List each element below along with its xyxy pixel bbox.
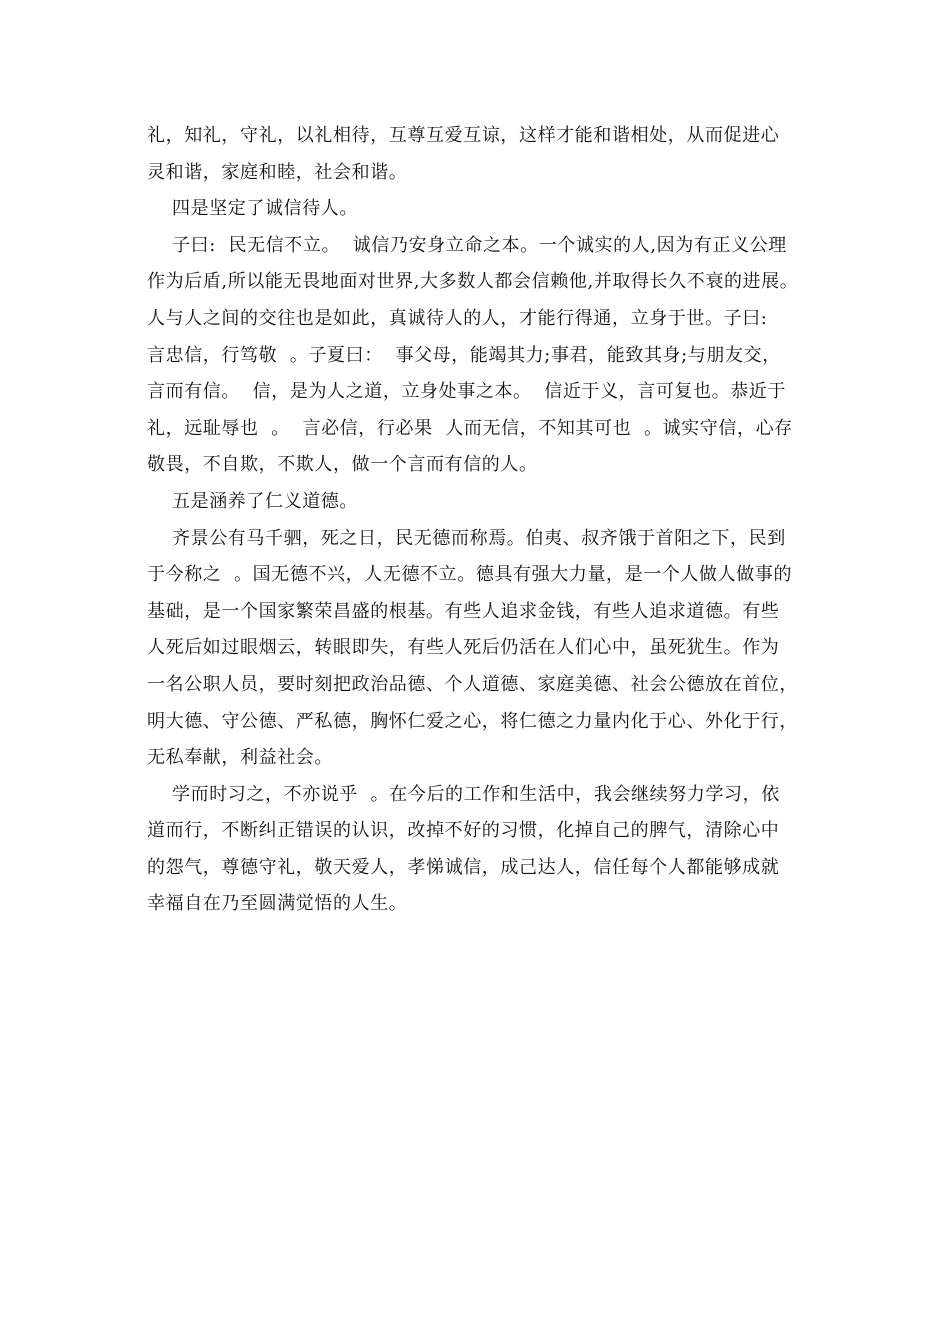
text-line: 无私奉献，利益社会。 (147, 747, 333, 769)
text-line: 的怨气，尊德守礼，敬天爱人，孝悌诚信，成己达人，信任每个人都能够成就 (147, 856, 780, 878)
text-line: 学而时习之，不亦说乎 。在今后的工作和生活中，我会继续努力学习，依 (172, 783, 780, 805)
body-text (147, 118, 827, 923)
text-line: 一名公职人员，要时刻把政治品德、个人道德、家庭美德、社会公德放在首位， (147, 673, 798, 695)
text-line: 人与人之间的交往也是如此，真诚待人的人，才能行得通，立身于世。子曰: (147, 307, 768, 329)
text-line: 齐景公有马千驷，死之日，民无德而称焉。伯夷、叔齐饿于首阳之下，民到 (172, 527, 786, 549)
section-heading-5: 五是涵养了仁义道德。 (172, 490, 358, 512)
text-line: 道而行，不断纠正错误的认识，改掉不好的习惯，化掉自己的脾气，清除心中 (147, 820, 780, 842)
text-line: 于今称之 。国无德不兴，人无德不立。德具有强大力量，是一个人做人做事的 (147, 564, 793, 586)
text-line: 基础，是一个国家繁荣昌盛的根基。有些人追求金钱，有些人追求道德。有些 (147, 600, 780, 622)
text-line: 敬畏，不自欺，不欺人，做一个言而有信的人。 (147, 454, 538, 476)
text-line: 灵和谐，家庭和睦，社会和谐。 (147, 161, 408, 183)
text-line: 礼，知礼，守礼，以礼相待，互尊互爱互谅，这样才能和谐相处，从而促进心 (147, 125, 780, 146)
text-line: 礼，远耻辱也 。 言必信，行必果 人而无信，不知其可也 。诚实守信，心存 (147, 417, 793, 439)
text-line: 言忠信，行笃敬 。子夏曰： 事父母，能竭其力;事君，能致其身;与朋友交， (147, 344, 781, 366)
text-line: 作为后盾,所以能无畏地面对世界,大多数人都会信赖他,并取得长久不衰的进展。 (147, 271, 799, 293)
text-line: 幸福自在乃至圆满觉悟的人生。 (147, 893, 408, 915)
section-heading-4: 四是坚定了诚信待人。 (172, 198, 358, 220)
text-line: 子曰: 民无信不立。 诚信乃安身立命之本。一个诚实的人,因为有正义公理 (172, 234, 787, 256)
text-line: 言而有信。 信，是为人之道，立身处事之本。 信近于义，言可复也。恭近于 (147, 381, 787, 403)
text-line: 人死后如过眼烟云，转眼即失，有些人死后仍活在人们心中，虽死犹生。作为 (147, 637, 780, 659)
text-line: 明大德、守公德、严私德，胸怀仁爱之心，将仁德之力量内化于心、外化于行， (147, 710, 798, 732)
